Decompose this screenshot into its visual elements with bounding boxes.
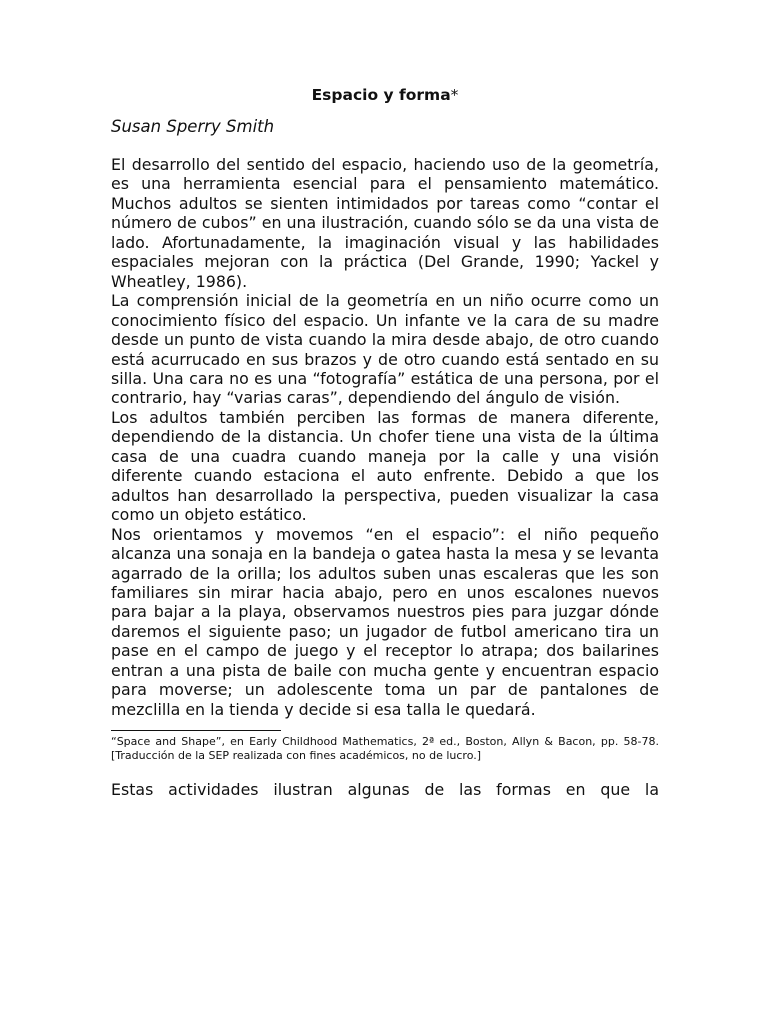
footnote-divider <box>111 730 281 731</box>
paragraph-4: Nos orientamos y movemos “en el espacio”: el niño pequeño alcanza una sonaja en la bandeja o gatea hasta la mesa y se levanta agarrado de la orilla; los adultos suben unas escaleras que les son familiares sin mirar hacia abajo, pero en unos escalones nuevos para bajar a la playa, observamos nuestros pies para juzgar dónde daremos el siguiente paso; un jugador de futbol americano tira un pase en el campo de juego y el receptor lo atrapa; dos bailarines entran a una pista de baile con mucha gente y encuentran espacio para moverse; un adolescente toma un par de pantalones de mezclilla en la tienda y decide si esa talla le quedará. <box>111 524 659 719</box>
author-name: Susan Sperry Smith <box>111 117 275 136</box>
title-text: Espacio y forma <box>311 86 451 104</box>
document-page <box>111 84 659 800</box>
paragraph-2: La comprensión inicial de la geometría en un niño ocurre como un conocimiento físico del espacio. Un infante ve la cara de su madre desde un punto de vista cuando la mira desde abajo, de otro cuando está acurrucado en sus brazos y de otro cuando está sentado en su silla. Una cara no es una “fotografía” estática de una persona, por el contrario, hay “varias caras”, dependiendo del ángulo de visión. <box>111 291 659 408</box>
paragraph-3: Los adultos también perciben las formas de manera diferente, dependiendo de la distancia. Un chofer tiene una vista de la última casa de una cuadra cuando maneja por la calle y una visión diferente cuando estaciona el auto enfrente. Debido a que los adultos han desarrollado la perspectiva, pueden visualizar la casa como un objeto estático. <box>111 407 659 525</box>
continuation-paragraph: Estas actividades ilustran algunas de las formas en que la <box>111 780 659 800</box>
footnote: “Space and Shape”, en Early Childhood Mathematics, 2ª ed., Boston, Allyn & Bacon, pp. 58-78. [Traducción de la SEP realizada con fines académicos, no de lucro.] <box>111 735 659 763</box>
document-title <box>111 84 659 106</box>
paragraph-1: El desarrollo del sentido del espacio, haciendo uso de la geometría, es una herramienta esencial para el pensamiento matemático. Muchos adultos se sienten intimidados por tareas como “contar el número de cubos” en una ilustración, cuando sólo se da una vista de lado. Afortunadamente, la imaginación visual y las habilidades espaciales mejoran con la práctica (Del Grande, 1990; Yackel y Wheatley, 1986). <box>111 155 659 291</box>
title-footnote-marker: * <box>450 86 459 104</box>
